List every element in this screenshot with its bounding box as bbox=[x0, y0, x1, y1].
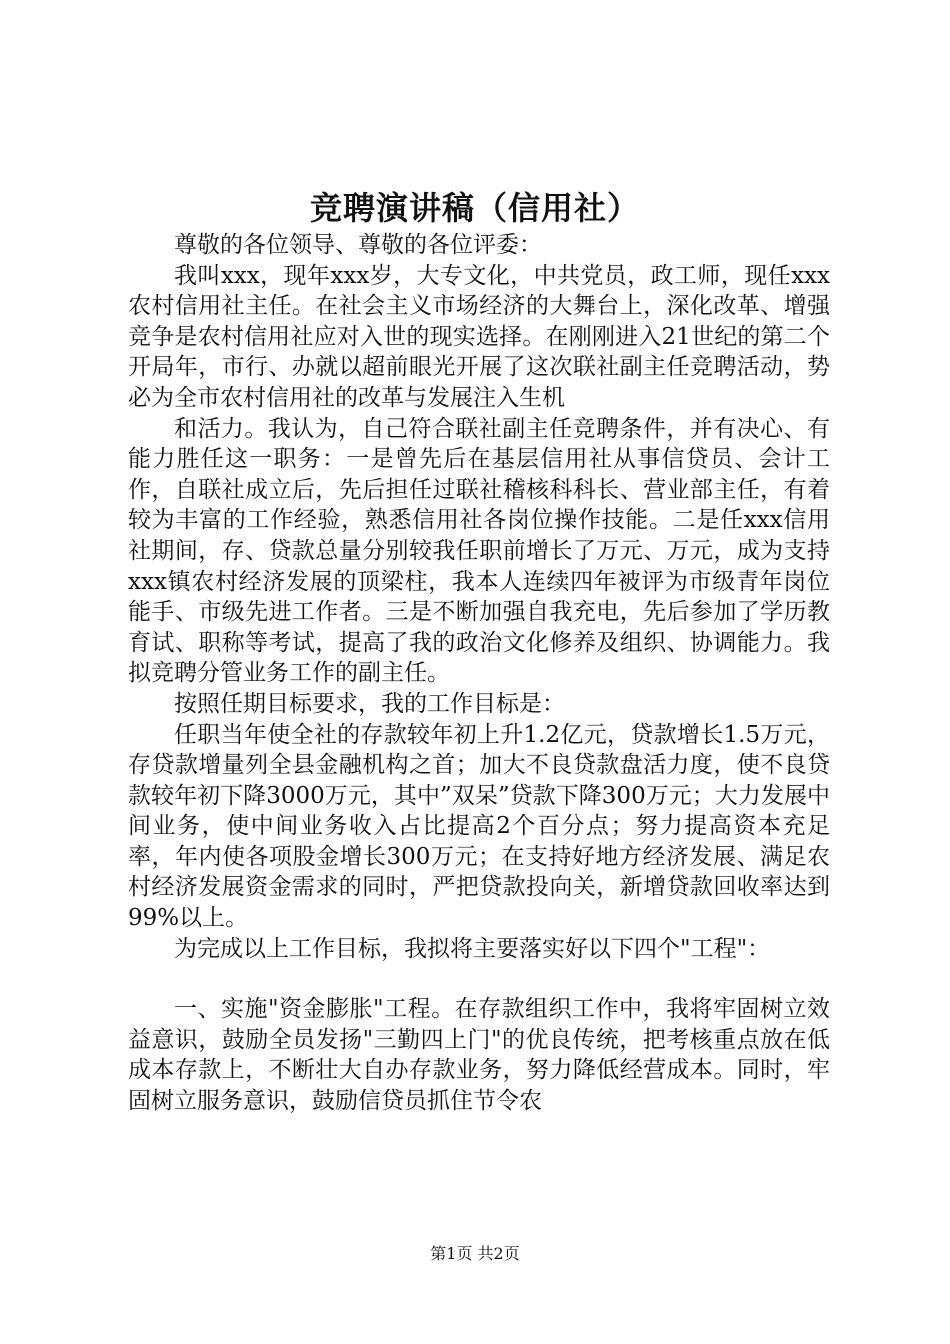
paragraph-goals-intro: 按照任期目标要求，我的工作目标是： bbox=[174, 690, 565, 717]
document-body bbox=[128, 230, 830, 1117]
paragraph-project-one: 一、实施"资金膨胀"工程。在存款组织工作中，我将牢固树立效益意识，鼓励全员发扬"三勤四上门"的优良传统，把考核重点放在低成本存款上，不断壮大自办存款业务，努力降低经营成本。同时，牢固树立服务意识，鼓励信贷员抓住节令农 bbox=[128, 996, 830, 1115]
paragraph-qualifications: 和活力。我认为，自己符合联社副主任竞聘条件，并有决心、有能力胜任这一职务：一是曾先后在基层信用社从事信贷员、会计工作，自联社成立后，先后担任过联社稽核科科长、营业部主任，有着较为丰富的工作经验，熟悉信用社各岗位操作技能。二是任xxx信用社期间，存、贷款总量分别较我任职前增长了万元、万元，成为支持xxx镇农村经济发展的顶梁柱，我本人连续四年被评为市级青年岗位能手、市级先进工作者。三是不断加强自我充电，先后参加了学历教育试、职称等考试，提高了我的政治文化修养及组织、协调能力。我拟竞聘分管业务工作的副主任。 bbox=[128, 415, 830, 687]
paragraph-goals: 任职当年使全社的存款较年初上升1.2亿元，贷款增长1.5万元，存贷款增量列全县金融机构之首；加大不良贷款盘活力度，使不良贷款较年初下降3000万元，其中”双呆”贷款下降300万元；大力发展中间业务，使中间业务收入占比提高2个百分点；努力提高资本充足率，年内使各项股金增长300万元；在支持好地方经济发展、满足农村经济发展资金需求的同时，严把贷款投向关，新增贷款回收率达到99%以上。 bbox=[128, 721, 830, 932]
paragraph-salutation: 尊敬的各位领导、尊敬的各位评委： bbox=[174, 232, 542, 258]
document-title: 竞聘演讲稿（信用社） bbox=[309, 189, 640, 227]
page-footer: 第1页 共2页 bbox=[430, 1244, 520, 1263]
paragraph-introduction: 我叫xxx，现年xxx岁，大专文化，中共党员，政工师，现任xxx农村信用社主任。在社会主义市场经济的大舞台上，深化改革、增强竞争是农村信用社应对入世的现实选择。在刚刚进入21世纪的第二个开局年，市行、办就以超前眼光开展了这次联社副主任竞聘活动，势必为全市农村信用社的改革与发展注入生机 bbox=[128, 262, 830, 411]
paragraph-projects-intro: 为完成以上工作目标，我拟将主要落实好以下四个"工程"： bbox=[174, 935, 771, 962]
